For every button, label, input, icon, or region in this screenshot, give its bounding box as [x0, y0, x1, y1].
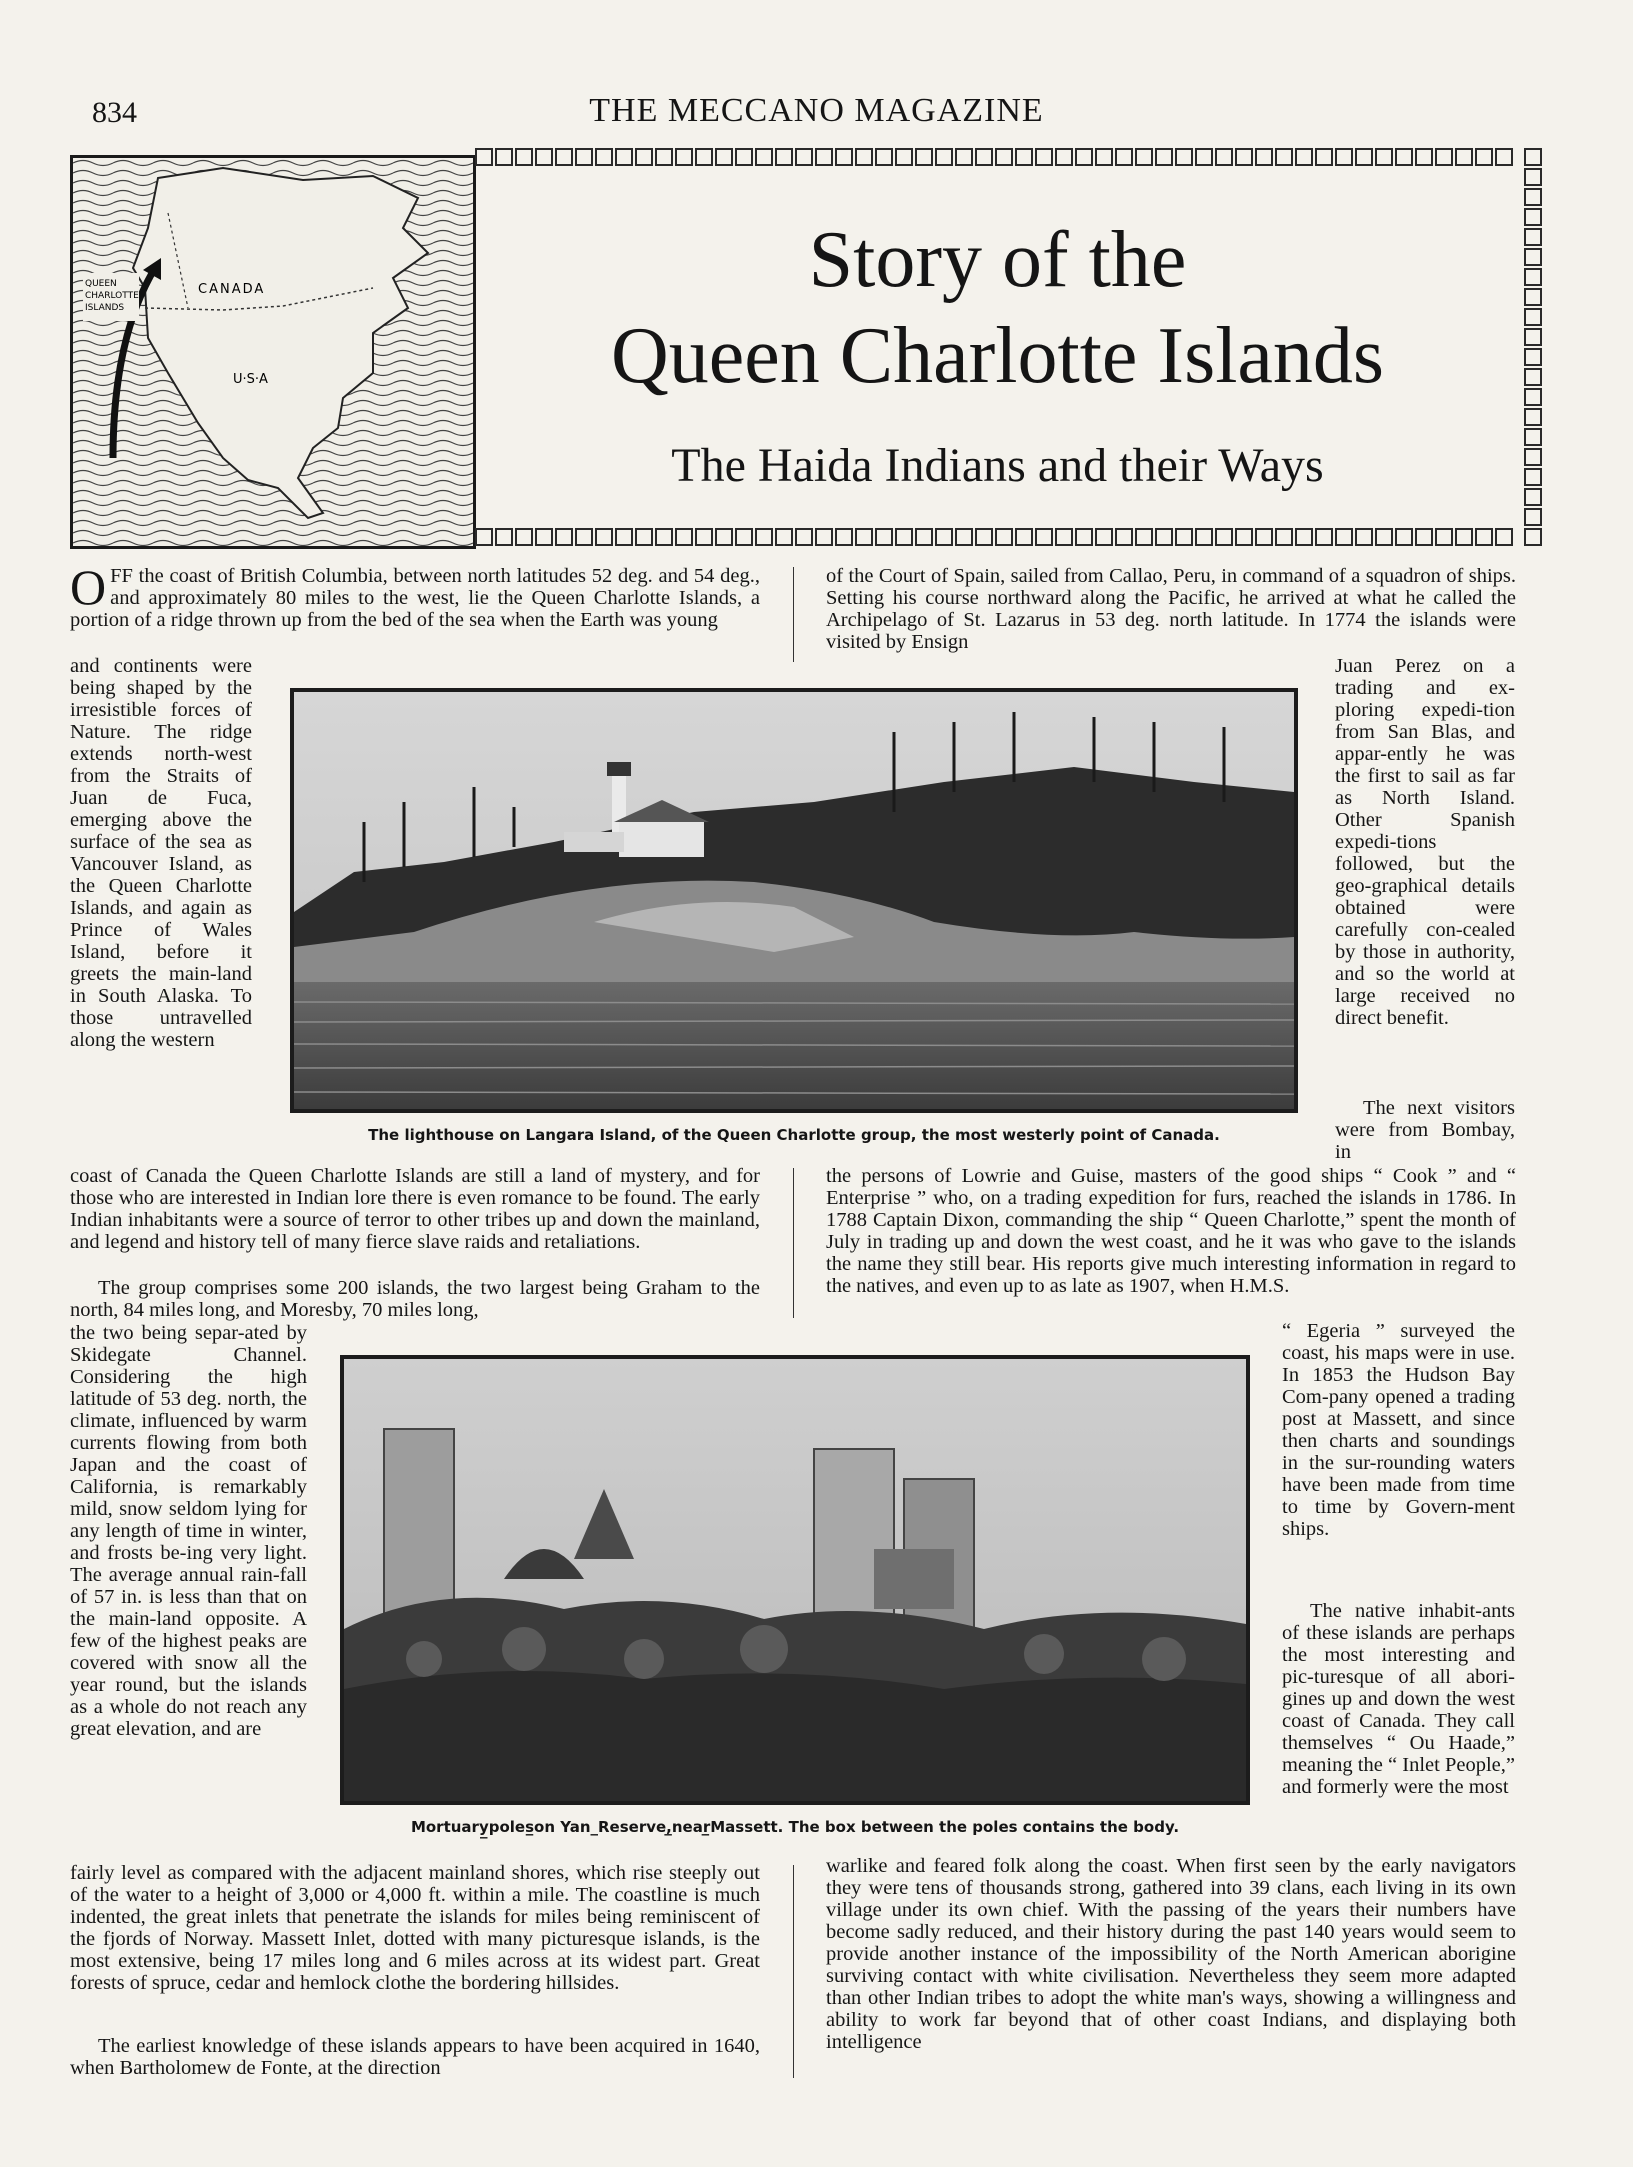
border-square — [1524, 528, 1542, 546]
border-square — [1524, 468, 1542, 486]
border-square — [935, 148, 953, 166]
border-square — [1235, 148, 1253, 166]
border-square — [955, 148, 973, 166]
border-square — [1315, 148, 1333, 166]
article-paragraph: OFF the coast of British Columbia, between north latitudes 52 deg. and 54 deg., and approximately 80 miles to the west, lie the Queen Charlotte Islands, a portion of a ridge thrown up from the bed of the sea when the Earth was young — [70, 559, 760, 631]
border-square — [1055, 148, 1073, 166]
border-square — [1295, 528, 1313, 546]
border-square — [875, 528, 893, 546]
border-square — [795, 528, 813, 546]
border-square — [595, 148, 613, 166]
border-square — [1155, 148, 1173, 166]
map-label-canada: CANADA — [198, 282, 266, 297]
border-square — [695, 148, 713, 166]
border-square — [1524, 388, 1542, 406]
border-square — [1015, 148, 1033, 166]
border-square — [1075, 528, 1093, 546]
drop-cap: O — [70, 559, 107, 615]
border-square — [1524, 288, 1542, 306]
article-paragraph: The earliest knowledge of these islands appears to have been acquired in 1640, when Bartholomew de Fonte, at the direction — [70, 2035, 760, 2079]
border-square — [1115, 528, 1133, 546]
border-square — [995, 148, 1013, 166]
article-paragraph: Juan Perez on a trading and ex-ploring expedi-tion from San Blas, and appar-ently he was the first to sail as far as North Island. Other Spanish expedi-tions followed, but the geo-graphical details obtained were carefully con-cealed by those in authority, and so the world at large received no direct benefit. — [1335, 655, 1515, 1029]
border-square — [1375, 148, 1393, 166]
border-square — [1255, 528, 1273, 546]
article-title-line2: Queen Charlotte Islands — [610, 312, 1385, 400]
border-square — [995, 528, 1013, 546]
border-square — [535, 148, 553, 166]
article-paragraph: warlike and feared folk along the coast. When first seen by the early navigators they were tens of thousands strong, gathered into 39 clans, each living in its own village under its own chief. With the passing of the years their numbers have become sadly reduced, and their history during the past 140 years would seem to provide another instance of the impossibility of the North American aborigine surviving contact with white civilisation. Nevertheless they seem more adapted than other Indian tribes to adopt the white man's ways, showing a willingness and ability to work far beyond that of other coast Indians, and displaying both intelligence — [826, 1855, 1516, 2053]
border-square — [935, 528, 953, 546]
border-square — [1175, 148, 1193, 166]
border-square — [1524, 268, 1542, 286]
map-illustration — [70, 155, 476, 549]
border-square — [1524, 408, 1542, 426]
mortuary-poles-photo — [340, 1355, 1250, 1805]
border-square — [1524, 328, 1542, 346]
border-square — [955, 528, 973, 546]
border-square — [675, 148, 693, 166]
map-label-usa: U·S·A — [233, 372, 268, 387]
border-square — [1235, 528, 1253, 546]
border-square — [1435, 148, 1453, 166]
border-square — [1395, 528, 1413, 546]
border-square — [1115, 148, 1133, 166]
border-square — [615, 528, 633, 546]
column-rule — [793, 567, 794, 662]
article-paragraph: fairly level as compared with the adjacent mainland shores, which rise steeply out of the water to a height of 3,000 or 4,000 ft. within a mile. The coastline is much indented, the great inlets that penetrate the islands for miles being reminiscent of the fjords of Norway. Massett Inlet, dotted with many picturesque islands, is the most extensive, being 17 miles long and 6 miles across at its widest part. Great forests of spruce, cedar and hemlock clothe the bordering hillsides. — [70, 1862, 760, 1994]
border-square — [1524, 188, 1542, 206]
border-square — [1415, 528, 1433, 546]
border-square — [1524, 348, 1542, 366]
border-square — [715, 528, 733, 546]
border-square — [855, 528, 873, 546]
border-square — [615, 148, 633, 166]
border-square — [815, 148, 833, 166]
border-square — [1395, 148, 1413, 166]
column-rule — [793, 1168, 794, 1318]
border-square — [1524, 248, 1542, 266]
border-square — [1455, 528, 1473, 546]
border-square — [475, 148, 493, 166]
border-square — [735, 528, 753, 546]
article-paragraph: the two being separ-ated by Skidegate Channel. Considering the high latitude of 53 deg. north, the climate, influenced by warm currents flowing from both Japan and the coast of California, is remarkably mild, snow seldom lying for any length of time in winter, and frosts be-ing very light. The average annual rain-fall of 57 in. is less than that on the main-land opposite. A few of the highest peaks are covered with snow all the year round, but the islands as a whole do not reach any great elevation, and are — [70, 1322, 307, 1740]
border-square — [1195, 528, 1213, 546]
border-square — [1475, 528, 1493, 546]
border-square — [775, 148, 793, 166]
border-square — [1255, 148, 1273, 166]
border-square — [1375, 528, 1393, 546]
border-square — [1524, 508, 1542, 526]
page-number: 834 — [92, 96, 137, 129]
border-square — [795, 148, 813, 166]
border-square — [1335, 528, 1353, 546]
border-square — [1215, 528, 1233, 546]
border-square — [895, 148, 913, 166]
article-paragraph: and continents were being shaped by the irresistible forces of Nature. The ridge extends north-west from the Straits of Juan de Fuca, emerging above the surface of the sea as Vancouver Island, as the Queen Charlotte Islands, and again as Prince of Wales Island, before it greets the main-land in South Alaska. To those untravelled along the western — [70, 655, 252, 1051]
ornamental-border-right — [1524, 148, 1542, 548]
border-square — [1524, 208, 1542, 226]
border-square — [655, 528, 673, 546]
ornamental-border-top — [475, 148, 1520, 166]
border-square — [1195, 148, 1213, 166]
border-square — [715, 148, 733, 166]
border-square — [1524, 148, 1542, 166]
border-square — [575, 528, 593, 546]
border-square — [835, 148, 853, 166]
article-paragraph: The native inhabit-ants of these islands are perhaps the most interesting and pic-turesque of all abori-gines up and down the west coast of Canada. They call themselves “ Ou Haade,” meaning the “ Inlet People,” and formerly were the most — [1282, 1600, 1515, 1798]
border-square — [1335, 148, 1353, 166]
border-square — [595, 528, 613, 546]
border-square — [1035, 148, 1053, 166]
border-square — [1275, 528, 1293, 546]
border-square — [1524, 228, 1542, 246]
article-paragraph: The group comprises some 200 islands, the two largest being Graham to the north, 84 miles long, and Moresby, 70 miles long, — [70, 1277, 760, 1321]
article-paragraph: The next visitors were from Bombay, in — [1335, 1097, 1515, 1163]
border-square — [735, 148, 753, 166]
border-square — [1035, 528, 1053, 546]
mortuary-poles-caption: Mortuary̲poles̲on Yan_Reserve,̲near̲Massett. The box between the poles contains the body. — [410, 1818, 1180, 1836]
border-square — [1495, 148, 1513, 166]
border-square — [695, 528, 713, 546]
border-square — [1455, 148, 1473, 166]
border-square — [635, 148, 653, 166]
border-square — [1495, 528, 1513, 546]
article-paragraph: the persons of Lowrie and Guise, masters of the good ships “ Cook ” and “ Enterprise ” who, on a trading expedition for furs, reached the islands in 1786. In 1788 Captain Dixon, commanding the ship “ Queen Charlotte,” spent the month of July in trading up and down the west coast, and he it was who gave to the islands the name they still bear. His reports give much interesting information in regard to the natives, and even up to as late as 1907, when H.M.S. — [826, 1165, 1516, 1297]
map-label-queen: QUEEN — [85, 279, 117, 289]
border-square — [975, 528, 993, 546]
border-square — [915, 528, 933, 546]
border-square — [515, 148, 533, 166]
article-paragraph: of the Court of Spain, sailed from Callao, Peru, in command of a squadron of ships. Setting his course northward along the Pacific, he arrived at what he called the Archipelago of St. Lazarus in 53 deg. north latitude. In 1774 the islands were visited by Ensign — [826, 565, 1516, 653]
border-square — [555, 148, 573, 166]
border-square — [1095, 528, 1113, 546]
article-title-line1: Story of the — [808, 216, 1187, 304]
border-square — [855, 148, 873, 166]
border-square — [1015, 528, 1033, 546]
border-square — [1155, 528, 1173, 546]
ornamental-border-bottom — [475, 528, 1520, 546]
border-square — [1135, 148, 1153, 166]
border-square — [1355, 148, 1373, 166]
border-square — [1524, 428, 1542, 446]
border-square — [1415, 148, 1433, 166]
border-square — [775, 528, 793, 546]
border-square — [475, 528, 493, 546]
border-square — [495, 528, 513, 546]
border-square — [1435, 528, 1453, 546]
border-square — [1135, 528, 1153, 546]
border-square — [575, 148, 593, 166]
border-square — [495, 148, 513, 166]
border-square — [815, 528, 833, 546]
article-paragraph: coast of Canada the Queen Charlotte Islands are still a land of mystery, and for those who are interested in Indian lore there is even romance to be found. The early Indian inhabitants were a source of terror to other tribes up and down the mainland, and legend and history tell of many fierce slave raids and retaliations. — [70, 1165, 760, 1253]
article-paragraph: “ Egeria ” surveyed the coast, his maps were in use. In 1853 the Hudson Bay Com-pany opened a trading post at Massett, and since then charts and soundings in the sur-rounding waters have been made from time to time by Govern-ment ships. — [1282, 1320, 1515, 1540]
border-square — [1095, 148, 1113, 166]
border-square — [915, 148, 933, 166]
column-rule — [793, 1865, 794, 2078]
border-square — [1475, 148, 1493, 166]
border-square — [1355, 528, 1373, 546]
border-square — [895, 528, 913, 546]
border-square — [675, 528, 693, 546]
border-square — [1075, 148, 1093, 166]
border-square — [1275, 148, 1293, 166]
border-square — [1315, 528, 1333, 546]
border-square — [755, 528, 773, 546]
lighthouse-caption: The lighthouse on Langara Island, of the Queen Charlotte group, the most westerly point of Canada. — [368, 1126, 1220, 1144]
border-square — [515, 528, 533, 546]
border-square — [1295, 148, 1313, 166]
title-block — [475, 148, 1520, 533]
border-square — [655, 148, 673, 166]
lighthouse-photo — [290, 688, 1298, 1113]
border-square — [1055, 528, 1073, 546]
border-square — [1175, 528, 1193, 546]
border-square — [535, 528, 553, 546]
border-square — [1524, 168, 1542, 186]
map-label-charlotte: CHARLOTTE — [85, 291, 139, 301]
border-square — [1524, 488, 1542, 506]
border-square — [975, 148, 993, 166]
border-square — [635, 528, 653, 546]
border-square — [1524, 448, 1542, 466]
border-square — [875, 148, 893, 166]
article-subtitle: The Haida Indians and their Ways — [671, 439, 1324, 492]
running-header: THE MECCANO MAGAZINE — [589, 92, 1044, 129]
border-square — [555, 528, 573, 546]
border-square — [835, 528, 853, 546]
border-square — [1524, 308, 1542, 326]
border-square — [1524, 368, 1542, 386]
map-label-islands: ISLANDS — [85, 303, 125, 313]
border-square — [1215, 148, 1233, 166]
border-square — [755, 148, 773, 166]
